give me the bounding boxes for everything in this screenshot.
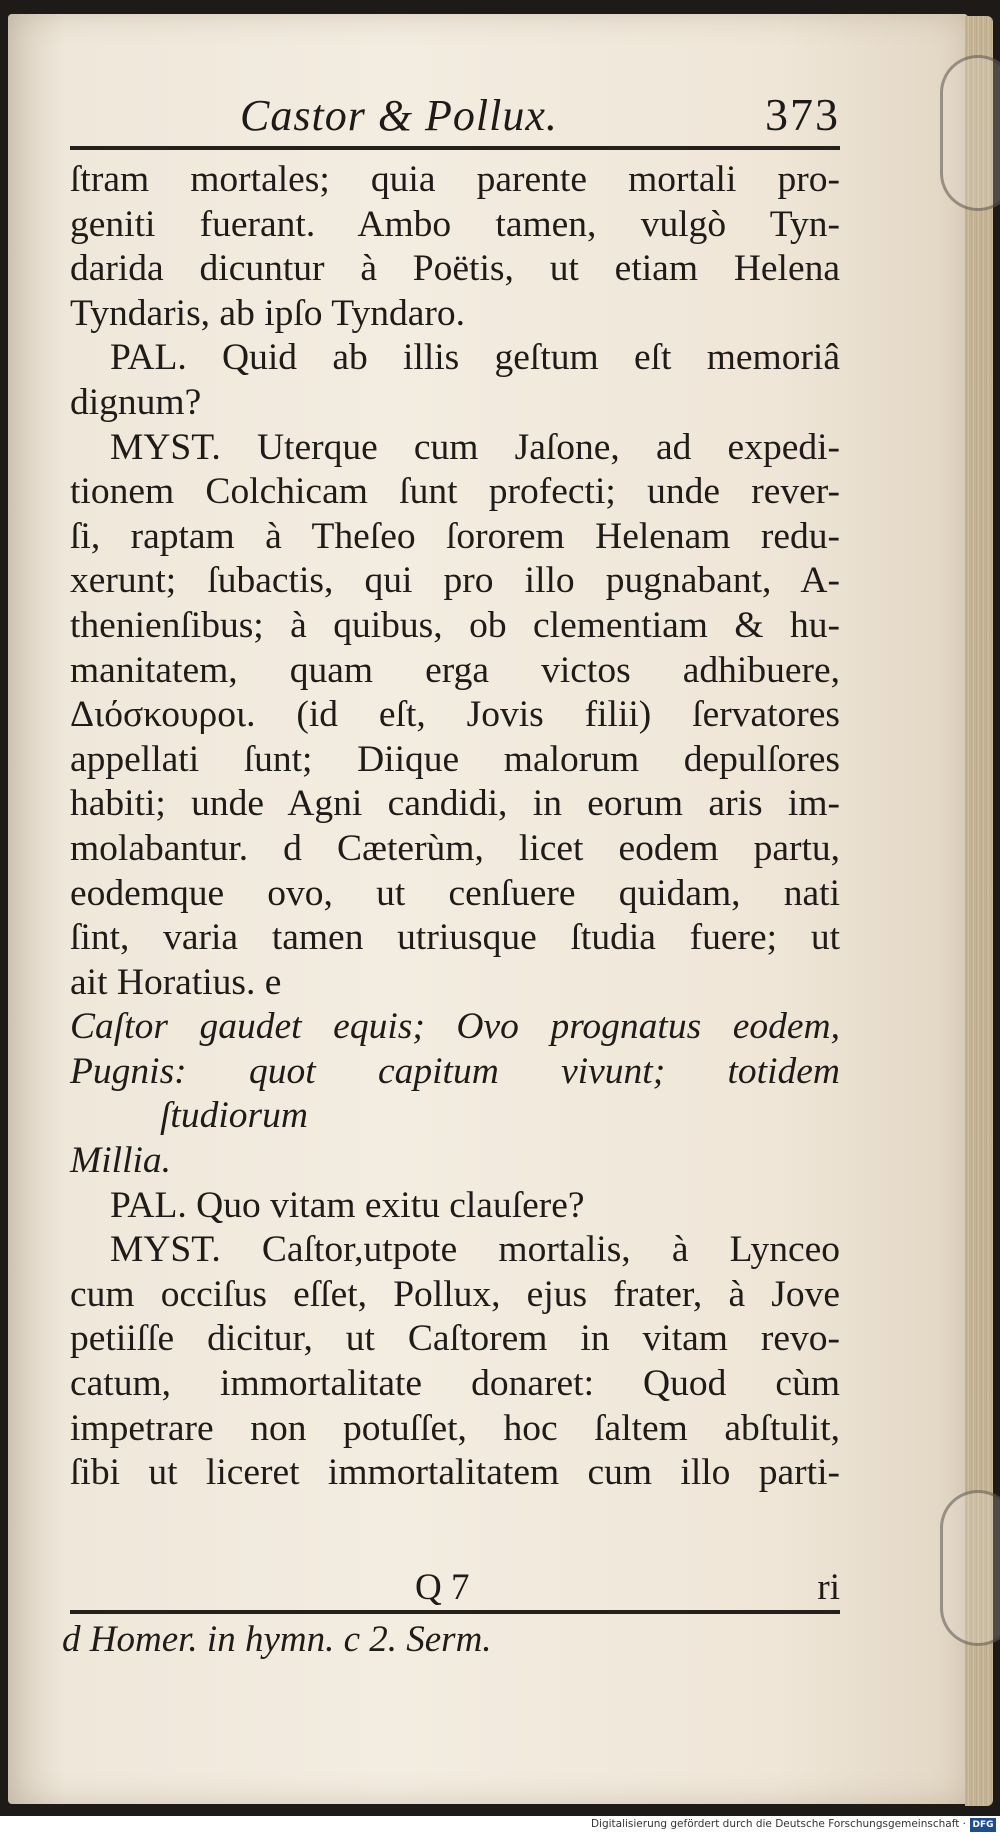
text-line: xerunt; ſubactis, qui pro illo pugnabant, A- <box>70 560 840 602</box>
footnote-rule <box>70 1610 840 1614</box>
text-line: ait Horatius. e <box>70 961 282 1003</box>
text-line: petiiſſe dicitur, ut Caſtorem in vitam revo- <box>70 1318 840 1360</box>
page-number: 373 <box>765 89 840 140</box>
verse-line: ſtudiorum <box>160 1095 308 1137</box>
text-line: Tyndaris, ab ipſo Tyndaro. <box>70 292 466 334</box>
text-line: habiti; unde Agni candidi, in eorum aris im- <box>70 783 840 825</box>
text-line: ſtram mortales; quia parente mortali pro- <box>70 159 840 200</box>
signature-mark: Q 7 <box>415 1567 470 1608</box>
page-header <box>70 78 840 148</box>
text-line: manitatem, quam erga victos adhibuere, <box>70 649 840 691</box>
text-line: impetrare non potuſſet, hoc ſaltem abſtulit, <box>70 1407 840 1449</box>
text-line: tionem Colchicam ſunt profecti; unde rever- <box>70 471 840 513</box>
footer-credit: Digitalisierung gefördert durch die Deutsche Forschungsgemeinschaft · <box>590 1818 966 1830</box>
catchline <box>70 1566 840 1610</box>
text-line: cum occiſus eſſet, Pollux, ejus frater, à Jove <box>70 1273 840 1315</box>
text-line: geniti fuerant. Ambo tamen, vulgò Tyn- <box>70 203 840 245</box>
text-line: appellati ſunt; Diique malorum depulſores <box>70 738 840 780</box>
text-line: MYST. Caſtor,utpote mortalis, à Lynceo <box>110 1229 840 1271</box>
verse-line: Caſtor gaudet equis; Ovo prognatus eodem, <box>70 1006 840 1048</box>
text-line: catum, immortalitate donaret: Quod cùm <box>70 1363 840 1405</box>
verse-line: Millia. <box>70 1140 172 1182</box>
verse-line: Pugnis: quot capitum vivunt; totidem <box>70 1050 840 1092</box>
running-title: Castor & Pollux. <box>240 91 558 140</box>
text-line: ſi, raptam à Theſeo ſororem Helenam redu- <box>70 515 840 557</box>
dfg-logo-icon: DFG <box>970 1818 996 1832</box>
text-line: thenienſibus; à quibus, ob clementiam & hu- <box>70 604 840 646</box>
text-line: eodemque ovo, ut cenſuere quidam, nati <box>70 872 840 914</box>
text-line: molabantur. d Cæterùm, licet eodem partu, <box>70 827 840 869</box>
book-clip-bottom <box>940 1490 1000 1646</box>
text-line: darida dicuntur à Poëtis, ut etiam Helena <box>70 248 840 290</box>
text-line: ſibi ut liceret immortalitatem cum illo parti- <box>70 1452 840 1494</box>
header-rule <box>70 146 840 150</box>
text-line: MYST. Uterque cum Jaſone, ad expedi- <box>110 426 840 468</box>
text-line: ſint, varia tamen utriusque ſtudia fuere; ut <box>70 917 840 959</box>
text-line: PAL. Quo vitam exitu clauſere? <box>110 1184 585 1226</box>
book-clip-top <box>940 55 1000 211</box>
catchword: ri <box>817 1567 840 1608</box>
footnote: d Homer. in hymn. c 2. Serm. <box>62 1619 492 1660</box>
body-text <box>70 158 840 1496</box>
text-line: PAL. Quid ab illis geſtum eſt memoriâ <box>110 337 840 379</box>
text-line: Διόσκουροι. (id eſt, Jovis filii) ſervatores <box>70 694 840 736</box>
text-line: dignum? <box>70 381 202 423</box>
